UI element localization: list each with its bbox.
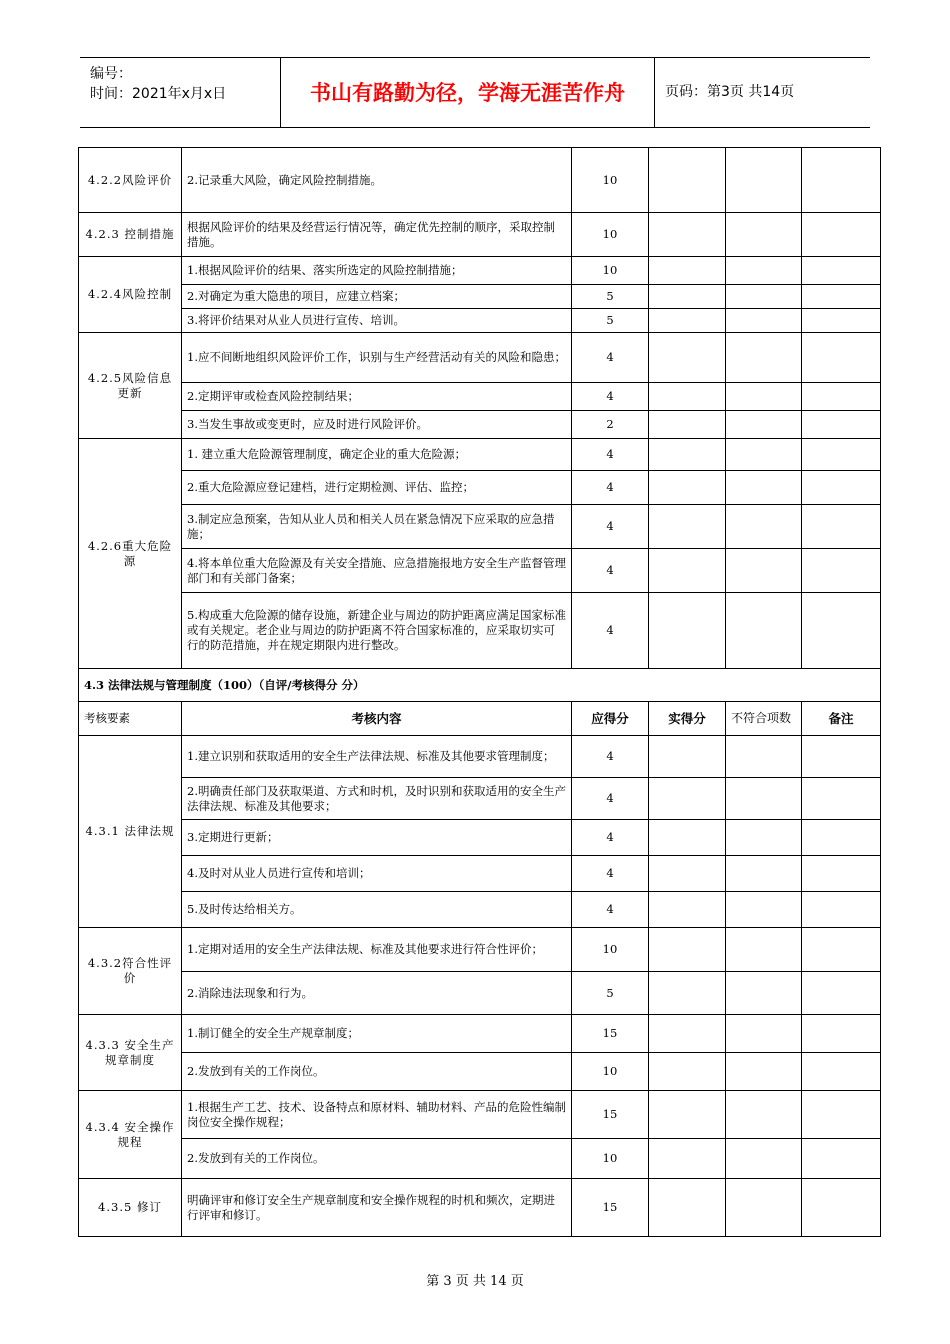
table-row <box>79 148 881 213</box>
content-cell: 3.将评价结果对从业人员进行宣传、培训。 <box>182 309 572 333</box>
element-cell: 4.3.5 修订 <box>79 1179 182 1237</box>
nonconform-count-cell[interactable] <box>726 148 802 213</box>
score-cell: 5 <box>572 309 649 333</box>
nonconform-count-cell[interactable] <box>726 778 802 820</box>
table-row <box>79 333 881 383</box>
content-cell: 2.发放到有关的工作岗位。 <box>182 1139 572 1179</box>
content-cell: 2.重大危险源应登记建档，进行定期检测、评估、监控； <box>182 471 572 505</box>
nonconform-count-cell[interactable] <box>726 213 802 257</box>
score-cell: 4 <box>572 505 649 549</box>
actual-score-cell[interactable] <box>649 213 726 257</box>
score-cell: 15 <box>572 1179 649 1237</box>
score-cell: 4 <box>572 820 649 856</box>
table-row <box>79 820 881 856</box>
score-cell: 4 <box>572 439 649 471</box>
element-cell: 4.2.5风险信息更新 <box>79 333 182 439</box>
content-cell: 1.定期对适用的安全生产法律法规、标准及其他要求进行符合性评价； <box>182 928 572 972</box>
nonconform-count-cell[interactable] <box>726 1139 802 1179</box>
content-cell: 5.构成重大危险源的储存设施，新建企业与周边的防护距离应满足国家标准或有关规定。老企业与周边的防护距离不符合国家标准的，应采取切实可行的防范措施，并在规定期限内进行整改。 <box>182 593 572 669</box>
remark-cell[interactable] <box>802 257 881 285</box>
actual-score-cell[interactable] <box>649 1053 726 1091</box>
actual-score-cell[interactable] <box>649 1179 726 1237</box>
table-row <box>79 257 881 285</box>
col-header-nonconform: 不符合项数 <box>726 702 802 736</box>
content-cell: 2.明确责任部门及获取渠道、方式和时机，及时识别和获取适用的安全生产法律法规、标准及其他要求； <box>182 778 572 820</box>
content-cell: 1.根据风险评价的结果、落实所选定的风险控制措施； <box>182 257 572 285</box>
content-cell: 5.及时传达给相关方。 <box>182 892 572 928</box>
nonconform-count-cell[interactable] <box>726 736 802 778</box>
table-row <box>79 411 881 439</box>
content-cell: 1. 建立重大危险源管理制度，确定企业的重大危险源； <box>182 439 572 471</box>
remark-cell[interactable] <box>802 1091 881 1139</box>
table-row <box>79 213 881 257</box>
content-cell: 2.消除违法现象和行为。 <box>182 972 572 1015</box>
content-cell: 4.将本单位重大危险源及有关安全措施、应急措施报地方安全生产监督管理部门和有关部门备案； <box>182 549 572 593</box>
remark-cell[interactable] <box>802 1139 881 1179</box>
table-row <box>79 285 881 309</box>
table-row <box>79 1053 881 1091</box>
score-cell: 10 <box>572 257 649 285</box>
column-header-row <box>79 702 881 736</box>
content-cell: 2.记录重大风险，确定风险控制措施。 <box>182 148 572 213</box>
content-cell: 1.根据生产工艺、技术、设备特点和原材料、辅助材料、产品的危险性编制岗位安全操作规程； <box>182 1091 572 1139</box>
element-cell: 4.2.3 控制措施 <box>79 213 182 257</box>
remark-cell[interactable] <box>802 148 881 213</box>
remark-cell[interactable] <box>802 856 881 892</box>
table-row <box>79 1139 881 1179</box>
col-header-score: 应得分 <box>572 702 649 736</box>
assessment-table <box>78 147 881 1237</box>
actual-score-cell[interactable] <box>649 778 726 820</box>
actual-score-cell[interactable] <box>649 309 726 333</box>
score-cell: 4 <box>572 736 649 778</box>
actual-score-cell[interactable] <box>649 593 726 669</box>
score-cell: 5 <box>572 285 649 309</box>
nonconform-count-cell[interactable] <box>726 471 802 505</box>
actual-score-cell[interactable] <box>649 257 726 285</box>
actual-score-cell[interactable] <box>649 820 726 856</box>
nonconform-count-cell[interactable] <box>726 856 802 892</box>
table-row <box>79 439 881 471</box>
nonconform-count-cell[interactable] <box>726 820 802 856</box>
nonconform-count-cell[interactable] <box>726 1053 802 1091</box>
nonconform-count-cell[interactable] <box>726 439 802 471</box>
score-cell: 4 <box>572 383 649 411</box>
table-row <box>79 593 881 669</box>
score-cell: 2 <box>572 411 649 439</box>
content-cell: 根据风险评价的结果及经营运行情况等，确定优先控制的顺序，采取控制措施。 <box>182 213 572 257</box>
score-cell: 15 <box>572 1015 649 1053</box>
element-cell: 4.3.3 安全生产规章制度 <box>79 1015 182 1091</box>
actual-score-cell[interactable] <box>649 285 726 309</box>
actual-score-cell[interactable] <box>649 148 726 213</box>
section-title: 4.3 法律法规与管理制度（100）（自评/考核得分 分） <box>79 669 881 702</box>
col-header-content: 考核内容 <box>182 702 572 736</box>
score-cell: 4 <box>572 856 649 892</box>
actual-score-cell[interactable] <box>649 383 726 411</box>
remark-cell[interactable] <box>802 505 881 549</box>
doc-number-label: 编号： <box>90 66 132 82</box>
actual-score-cell[interactable] <box>649 856 726 892</box>
actual-score-cell[interactable] <box>649 411 726 439</box>
nonconform-count-cell[interactable] <box>726 411 802 439</box>
remark-cell[interactable] <box>802 383 881 411</box>
col-header-element: 考核要素 <box>79 702 182 736</box>
score-cell: 4 <box>572 333 649 383</box>
element-cell: 4.3.2符合性评价 <box>79 928 182 1015</box>
content-cell: 2.定期评审或检查风险控制结果； <box>182 383 572 411</box>
actual-score-cell[interactable] <box>649 439 726 471</box>
element-cell: 4.2.4风险控制 <box>79 257 182 333</box>
score-cell: 10 <box>572 1053 649 1091</box>
table-row <box>79 856 881 892</box>
table-row <box>79 972 881 1015</box>
table-row <box>79 1091 881 1139</box>
content-cell: 2.对确定为重大隐患的项目，应建立档案； <box>182 285 572 309</box>
page-header <box>80 57 870 128</box>
table-row <box>79 928 881 972</box>
actual-score-cell[interactable] <box>649 892 726 928</box>
remark-cell[interactable] <box>802 309 881 333</box>
nonconform-count-cell[interactable] <box>726 383 802 411</box>
table-row <box>79 309 881 333</box>
content-cell: 3.当发生事故或变更时，应及时进行风险评价。 <box>182 411 572 439</box>
nonconform-count-cell[interactable] <box>726 972 802 1015</box>
actual-score-cell[interactable] <box>649 736 726 778</box>
score-cell: 10 <box>572 1139 649 1179</box>
remark-cell[interactable] <box>802 411 881 439</box>
actual-score-cell[interactable] <box>649 972 726 1015</box>
content-cell: 1.建立识别和获取适用的安全生产法律法规、标准及其他要求管理制度； <box>182 736 572 778</box>
score-cell: 4 <box>572 778 649 820</box>
header-page-code: 页码：第3页 共14页 <box>665 84 795 100</box>
remark-cell[interactable] <box>802 549 881 593</box>
element-cell: 4.3.1 法律法规 <box>79 736 182 928</box>
doc-time-label: 时间：2021年x月x日 <box>90 86 227 102</box>
nonconform-count-cell[interactable] <box>726 928 802 972</box>
actual-score-cell[interactable] <box>649 1015 726 1053</box>
remark-cell[interactable] <box>802 972 881 1015</box>
nonconform-count-cell[interactable] <box>726 309 802 333</box>
score-cell: 10 <box>572 928 649 972</box>
col-header-remark: 备注 <box>802 702 881 736</box>
nonconform-count-cell[interactable] <box>726 257 802 285</box>
score-cell: 15 <box>572 1091 649 1139</box>
remark-cell[interactable] <box>802 1053 881 1091</box>
score-cell: 10 <box>572 148 649 213</box>
actual-score-cell[interactable] <box>649 928 726 972</box>
content-cell: 明确评审和修订安全生产规章制度和安全操作规程的时机和频次，定期进行评审和修订。 <box>182 1179 572 1237</box>
table-row <box>79 1179 881 1237</box>
content-cell: 3.制定应急预案，告知从业人员和相关人员在紧急情况下应采取的应急措施； <box>182 505 572 549</box>
nonconform-count-cell[interactable] <box>726 593 802 669</box>
remark-cell[interactable] <box>802 1179 881 1237</box>
remark-cell[interactable] <box>802 593 881 669</box>
actual-score-cell[interactable] <box>649 505 726 549</box>
remark-cell[interactable] <box>802 439 881 471</box>
actual-score-cell[interactable] <box>649 549 726 593</box>
table-row <box>79 505 881 549</box>
element-cell: 4.3.4 安全操作规程 <box>79 1091 182 1179</box>
element-cell: 4.2.6重大危险源 <box>79 439 182 669</box>
actual-score-cell[interactable] <box>649 333 726 383</box>
remark-cell[interactable] <box>802 820 881 856</box>
remark-cell[interactable] <box>802 778 881 820</box>
score-cell: 4 <box>572 471 649 505</box>
score-cell: 4 <box>572 549 649 593</box>
nonconform-count-cell[interactable] <box>726 505 802 549</box>
table-row <box>79 736 881 778</box>
table-row <box>79 549 881 593</box>
remark-cell[interactable] <box>802 892 881 928</box>
content-cell: 1.制订健全的安全生产规章制度； <box>182 1015 572 1053</box>
remark-cell[interactable] <box>802 928 881 972</box>
remark-cell[interactable] <box>802 333 881 383</box>
actual-score-cell[interactable] <box>649 1139 726 1179</box>
table-row <box>79 471 881 505</box>
score-cell: 4 <box>572 892 649 928</box>
table-row <box>79 892 881 928</box>
header-motto: 书山有路勤为径，学海无涯苦作舟 <box>281 58 655 127</box>
page-footer: 第 3 页 共 14 页 <box>426 1274 524 1289</box>
nonconform-count-cell[interactable] <box>726 1179 802 1237</box>
header-meta <box>80 58 281 127</box>
content-cell: 2.发放到有关的工作岗位。 <box>182 1053 572 1091</box>
content-cell: 1.应不间断地组织风险评价工作，识别与生产经营活动有关的风险和隐患； <box>182 333 572 383</box>
actual-score-cell[interactable] <box>649 1091 726 1139</box>
nonconform-count-cell[interactable] <box>726 285 802 309</box>
col-header-actual: 实得分 <box>649 702 726 736</box>
nonconform-count-cell[interactable] <box>726 1091 802 1139</box>
table-row <box>79 1015 881 1053</box>
remark-cell[interactable] <box>802 471 881 505</box>
nonconform-count-cell[interactable] <box>726 1015 802 1053</box>
content-cell: 3.定期进行更新； <box>182 820 572 856</box>
remark-cell[interactable] <box>802 285 881 309</box>
actual-score-cell[interactable] <box>649 471 726 505</box>
score-cell: 5 <box>572 972 649 1015</box>
nonconform-count-cell[interactable] <box>726 549 802 593</box>
remark-cell[interactable] <box>802 736 881 778</box>
remark-cell[interactable] <box>802 1015 881 1053</box>
remark-cell[interactable] <box>802 213 881 257</box>
score-cell: 4 <box>572 593 649 669</box>
table-row <box>79 778 881 820</box>
nonconform-count-cell[interactable] <box>726 892 802 928</box>
content-cell: 4.及时对从业人员进行宣传和培训； <box>182 856 572 892</box>
nonconform-count-cell[interactable] <box>726 333 802 383</box>
element-cell: 4.2.2风险评价 <box>79 148 182 213</box>
section-title-row <box>79 669 881 702</box>
table-row <box>79 383 881 411</box>
score-cell: 10 <box>572 213 649 257</box>
